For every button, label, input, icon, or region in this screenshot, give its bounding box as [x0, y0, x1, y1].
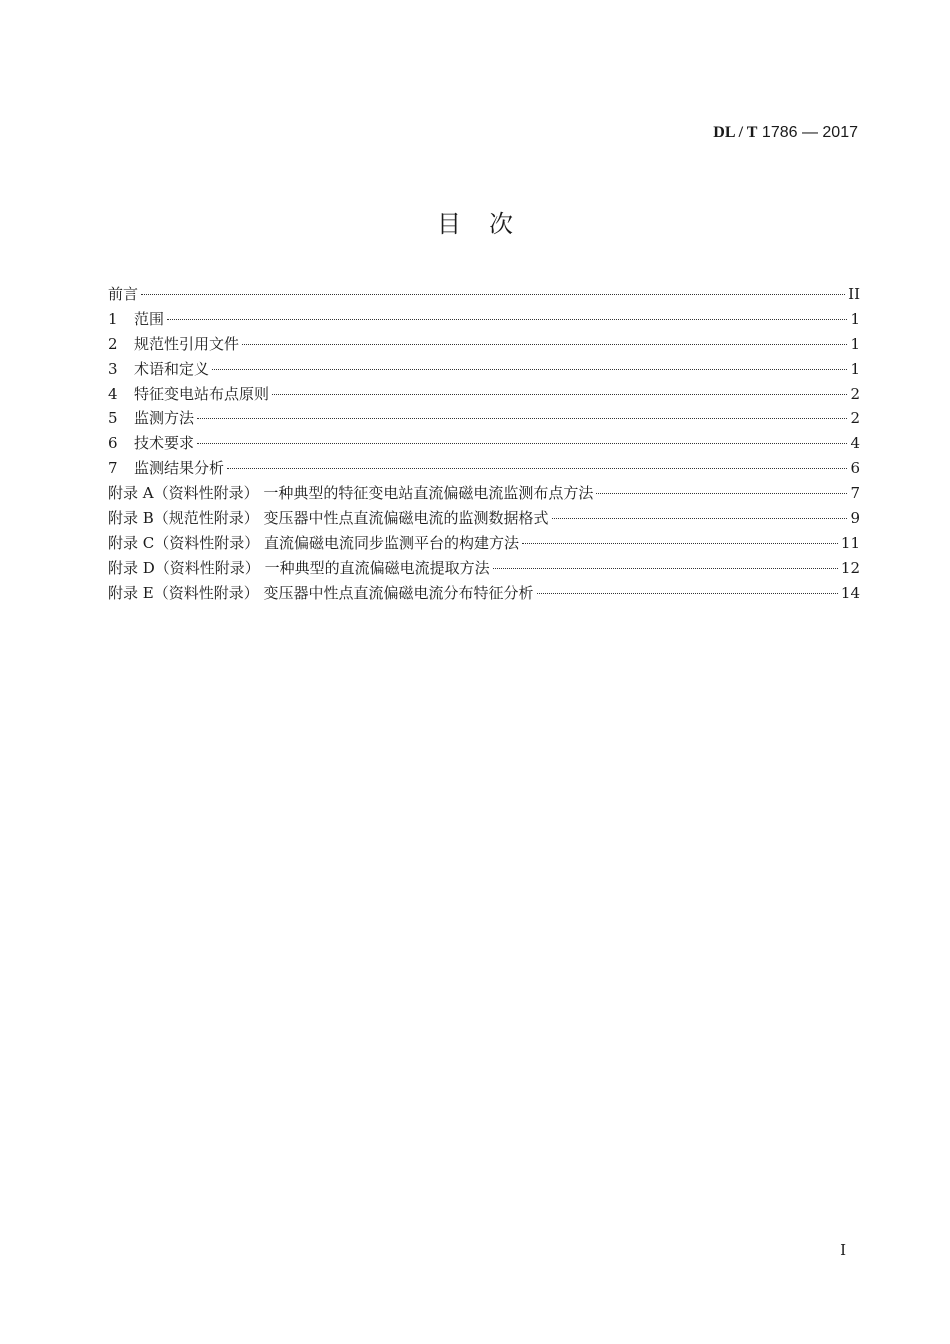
toc-entry[interactable]	[108, 457, 860, 482]
toc-entry-label	[108, 432, 194, 453]
toc-entry-label	[108, 308, 164, 329]
toc-entry-number: 5	[108, 409, 118, 428]
toc-entry-label	[108, 457, 224, 478]
standard-code-number: 1786 — 2017	[757, 124, 858, 141]
standard-code	[713, 124, 858, 142]
toc-entry[interactable]	[108, 283, 860, 308]
page-number: I	[840, 1241, 846, 1259]
toc-entry-page: 14	[840, 583, 860, 602]
toc-entry-label	[108, 557, 490, 578]
toc-entry-number: 2	[108, 334, 118, 353]
toc-entry-number: 3	[108, 359, 118, 378]
toc-entry-label	[108, 532, 519, 553]
toc-entry-page: 1	[850, 334, 860, 353]
toc-entry-number: 4	[108, 384, 118, 403]
toc-entry-text: 监测方法	[134, 409, 195, 428]
toc-entry-text: 附录 E（资料性附录） 变压器中性点直流偏磁电流分布特征分析	[108, 583, 534, 602]
toc-entry-page: 4	[850, 434, 860, 453]
toc-entry-label	[108, 283, 138, 304]
toc-entry[interactable]	[108, 557, 860, 582]
toc-entry-label	[108, 358, 209, 379]
toc-dot-leader	[227, 468, 847, 469]
toc-dot-leader	[212, 369, 847, 370]
toc-entry-label	[108, 383, 269, 404]
toc-entry-page: 2	[850, 409, 860, 428]
toc-entry-number: 6	[108, 434, 118, 453]
toc-dot-leader	[493, 568, 838, 569]
toc-entry-text: 附录 B（规范性附录） 变压器中性点直流偏磁电流的监测数据格式	[108, 509, 549, 528]
toc-entry-page: 12	[840, 558, 860, 577]
toc-entry-text: 前言	[108, 285, 139, 303]
toc-dot-leader	[537, 593, 838, 594]
toc-dot-leader	[197, 418, 847, 419]
toc-entry-page: 2	[850, 384, 860, 403]
toc-dot-leader	[552, 518, 848, 519]
toc-entry-label	[108, 582, 534, 603]
toc-dot-leader	[242, 344, 847, 345]
toc-entry-page: 11	[840, 533, 860, 552]
toc-entry-page: 1	[850, 309, 860, 328]
toc-entry[interactable]	[108, 308, 860, 333]
toc-entry[interactable]	[108, 482, 860, 507]
toc-entry-text: 附录 C（资料性附录） 直流偏磁电流同步监测平台的构建方法	[108, 533, 520, 552]
toc-entry-text: 附录 D（资料性附录） 一种典型的直流偏磁电流提取方法	[108, 558, 490, 577]
toc-entry[interactable]	[108, 383, 860, 408]
toc-entry[interactable]	[108, 532, 860, 557]
toc-entry-label	[108, 407, 194, 428]
toc-entry-page: 6	[850, 459, 860, 478]
toc-dot-leader	[596, 493, 847, 494]
toc-dot-leader	[141, 294, 845, 295]
toc-entry-text: 术语和定义	[134, 359, 210, 378]
toc-entry[interactable]	[108, 507, 860, 532]
toc-entry-text: 特征变电站布点原则	[134, 384, 270, 403]
toc-dot-leader	[167, 319, 847, 320]
toc-entry-page: 7	[850, 484, 860, 503]
toc-entry-text: 范围	[134, 309, 165, 328]
toc-entry-text: 附录 A（资料性附录） 一种典型的特征变电站直流偏磁电流监测布点方法	[108, 484, 594, 503]
toc-entry[interactable]	[108, 582, 860, 607]
toc-entry[interactable]	[108, 407, 860, 432]
toc-dot-leader	[522, 543, 838, 544]
toc-dot-leader	[197, 443, 847, 444]
toc-entry-label	[108, 482, 593, 503]
toc-entry-label	[108, 333, 239, 354]
toc-entry-number: 1	[108, 309, 118, 328]
toc-entry-label	[108, 507, 549, 528]
table-of-contents	[108, 283, 860, 607]
toc-entry-number: 7	[108, 459, 118, 478]
toc-entry[interactable]	[108, 333, 860, 358]
page-title: 目次	[437, 210, 541, 238]
toc-entry-page: 1	[850, 359, 860, 378]
toc-entry-text: 规范性引用文件	[134, 334, 240, 353]
toc-entry-page: II	[848, 285, 860, 303]
toc-entry-text: 技术要求	[134, 434, 195, 453]
toc-entry[interactable]	[108, 432, 860, 457]
standard-code-prefix: DL / T	[713, 124, 758, 141]
toc-entry[interactable]	[108, 358, 860, 383]
toc-dot-leader	[272, 394, 847, 395]
toc-entry-page: 9	[850, 509, 860, 528]
toc-entry-text: 监测结果分析	[134, 459, 225, 478]
